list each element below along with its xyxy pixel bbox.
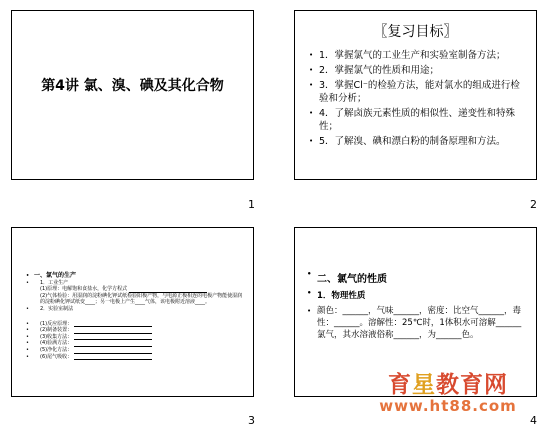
- slide-3-number: 3: [248, 414, 255, 427]
- objective-item: • 1．掌握氯气的工业生产和实验室制备方法；: [309, 50, 506, 61]
- slide-1: [11, 10, 254, 180]
- watermark-brand: 育星教育网: [388, 372, 508, 398]
- bullet-icon: •: [309, 51, 314, 59]
- bullet-icon: •: [26, 340, 29, 347]
- slide-2-title: 〖复习目标〗: [373, 24, 458, 40]
- slide-3-line: (2)气体检验：用湿润的淀粉碘化钾试纸检验阳极产物，与电源正极相连的电极产物能使湿润的淀粉碘化钾试纸变____；另一电极上产生____气体，该电极附近溶液____。: [40, 292, 243, 306]
- bullet-icon: •: [26, 273, 30, 279]
- watermark-logo: [362, 372, 534, 415]
- objectives-list: [295, 49, 536, 148]
- slide-3-heading: • 一、氯气的生产: [26, 272, 77, 279]
- slide-4-text: • 颜色：______，气味______，密度：比空气______，毒性：______。溶解性：25℃时，1体积水可溶解______氯气，其水溶液俗称______，为______色。: [307, 306, 522, 340]
- bullet-icon: •: [309, 81, 314, 89]
- slide-4-body: [295, 228, 536, 341]
- bullet-icon: •: [26, 353, 29, 360]
- slide-1-title: 第4讲 氯、溴、碘及其化合物: [41, 78, 224, 94]
- slide-3-blank-line: • (4)验满方法：: [26, 340, 245, 347]
- slide-2-number: 2: [530, 198, 537, 211]
- slide-3-blank-line: • (3)收集方法：: [26, 334, 245, 341]
- bullet-icon: •: [26, 333, 29, 340]
- bullet-icon: •: [26, 327, 29, 334]
- bullet-icon: •: [309, 137, 314, 145]
- slide-3: [11, 227, 254, 397]
- slide-3-body: [12, 228, 253, 360]
- objective-item: • 3．掌握Cl⁻的检验方法，能对氯水的组成进行检验和分析；: [309, 80, 520, 104]
- slide-3-blank-line: • (6)尾气吸收：: [26, 354, 245, 361]
- bullet-icon: •: [309, 66, 314, 74]
- slide-3-line: (1)原理：电解饱和食盐水，化学方程式: [26, 286, 245, 293]
- bullet-icon: •: [309, 109, 314, 117]
- slide-3-blank-line: • (1)反应原理：: [26, 321, 245, 328]
- slide-3-blank-line: • (5)净化方法：: [26, 347, 245, 354]
- objective-item: • 2．掌握氯气的性质和用途；: [309, 65, 440, 76]
- objective-item: • 4．了解卤族元素性质的相似性、递变性和特殊性；: [309, 108, 516, 132]
- objective-item: • 5．了解溴、碘和漂白粉的制备原理和方法。: [309, 136, 506, 147]
- bullet-icon: •: [307, 289, 312, 297]
- answer-blank: [74, 359, 152, 360]
- slide-3-blank-line: • (2)制备装置：: [26, 327, 245, 334]
- slide-3-line: • 2．实验室制法: [26, 305, 74, 312]
- bullet-icon: •: [26, 346, 29, 353]
- watermark-url: www.ht88.com: [379, 397, 517, 415]
- slide-1-number: 1: [248, 198, 255, 211]
- slide-2: [294, 10, 537, 180]
- slide-3-line: • 1．工业生产: [26, 279, 69, 286]
- bullet-icon: •: [26, 320, 29, 327]
- bullet-icon: •: [26, 305, 29, 312]
- slide-4-heading: • 二、氯气的性质: [307, 270, 387, 285]
- bullet-icon: •: [26, 279, 29, 286]
- bullet-icon: •: [307, 307, 312, 315]
- slide-4-number: 4: [530, 414, 537, 427]
- slide-4-subheading: • 1．物理性质: [307, 289, 366, 301]
- bullet-icon: •: [307, 270, 312, 278]
